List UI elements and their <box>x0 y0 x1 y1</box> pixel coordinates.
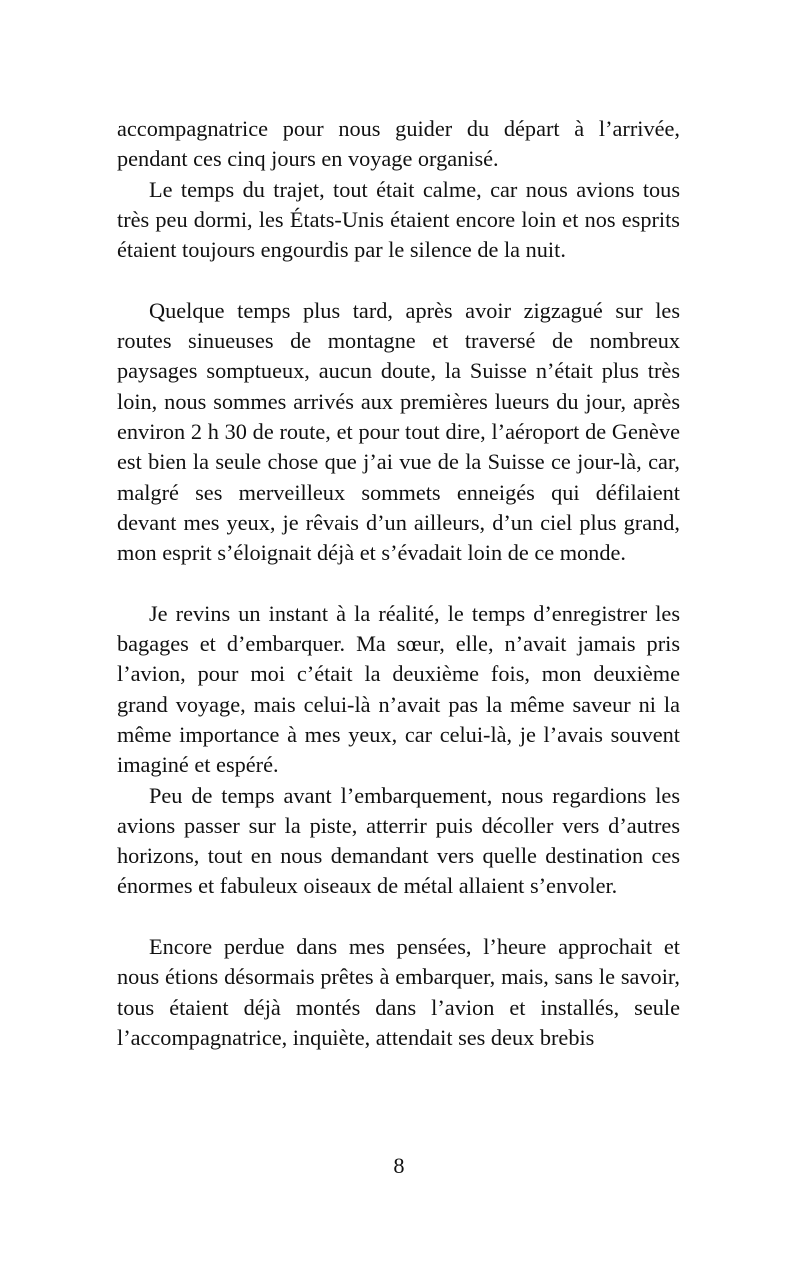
paragraph-6: Encore perdue dans mes pensées, l’heure approchait et nous étions désormais prêtes à embarquer, mais, sans le savoir, tous étaient déjà montés dans l’avion et installés, seule l’accompagnatrice, inquiète, attendait ses deux brebis <box>117 934 680 1050</box>
paragraph-3: Quelque temps plus tard, après avoir zigzagué sur les routes sinueuses de montagne et traversé de nombreux paysages somptueux, aucun doute, la Suisse n’était plus très loin, nous sommes arrivés aux premières lueurs du jour, après environ 2 h 30 de route, et pour tout dire, l’aéroport de Genève est bien la seule chose que j’ai vue de la Suisse ce jour-là, car, malgré ses merveilleux sommets enneigés qui défilaient devant mes yeux, je rêvais d’un ailleurs, d’un ciel plus grand, mon esprit s’éloignait déjà et s’évadait loin de ce monde. <box>117 297 680 566</box>
paragraph-1: accompagnatrice pour nous guider du départ à l’arrivée, pendant ces cinq jours en voyage organisé. <box>117 116 680 172</box>
paragraph-5: Peu de temps avant l’embarquement, nous regardions les avions passer sur la piste, atterrir puis décoller vers d’autres horizons, tout en nous demandant vers quelle destination ces énormes et fabuleux oiseaux de métal allaient s’envoler. <box>117 782 680 899</box>
paragraph-4: Je revins un instant à la réalité, le temps d’enregistrer les bagages et d’embarquer. Ma sœur, elle, n’avait jamais pris l’avion, pour moi c’était la deuxième fois, mon deuxième grand voyage, mais celui-là n’avait pas la même saveur ni la même importance à mes yeux, car celui-là, je l’avais souvent imaginé et espéré. <box>117 600 680 778</box>
page-number: 8 <box>393 1153 405 1178</box>
paragraph-2: Le temps du trajet, tout était calme, car nous avions tous très peu dormi, les États-Unis étaient encore loin et nos esprits étaient toujours engourdis par le silence de la nuit. <box>117 176 680 263</box>
book-page-body <box>117 114 680 1053</box>
